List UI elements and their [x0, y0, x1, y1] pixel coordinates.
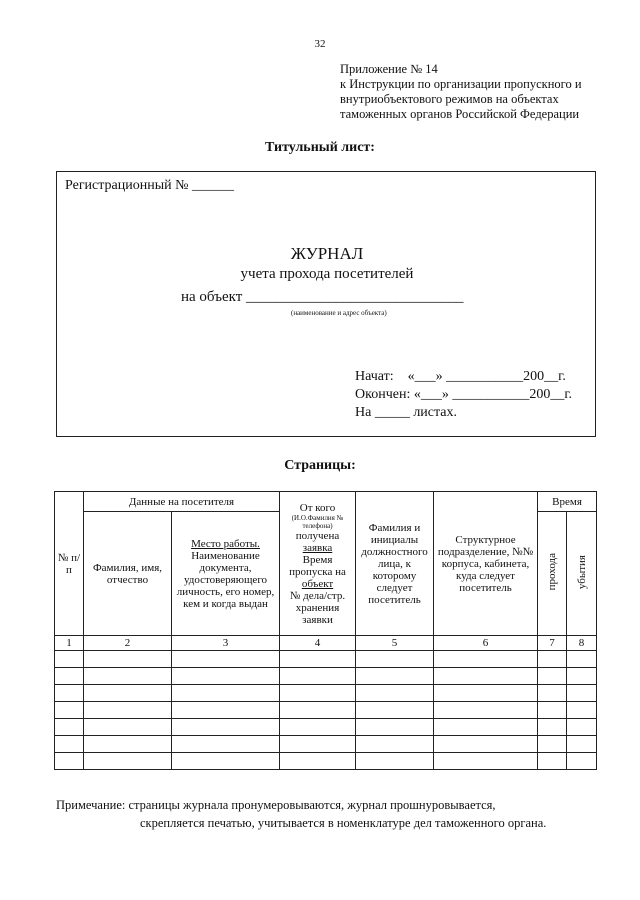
header-row-number: № п/п — [55, 492, 84, 636]
object-line: на объект _____________________________ — [181, 289, 464, 305]
request-from-hint: (И.О.Фамилия № телефона) — [291, 513, 344, 530]
request-object-word: объект — [301, 577, 334, 590]
column-number-7: 7 — [538, 636, 567, 651]
footnote-line-1: Примечание: страницы журнала пронумеровываются, журнал прошнуровывается, — [56, 798, 496, 812]
header-workplace — [172, 512, 280, 636]
workplace-document: Наименование документа, удостоверяющего личность, его номер, кем и когда выдан — [176, 549, 275, 610]
table-row — [55, 753, 597, 770]
appendix-line-2: к Инструкции по организации пропускного и — [340, 77, 582, 91]
header-entry-time: прохода — [538, 512, 567, 636]
header-time-group: Время — [538, 492, 597, 512]
table-row — [55, 719, 597, 736]
appendix-line-4: таможенных органов Российской Федерации — [340, 107, 580, 121]
journal-subtitle: учета прохода посетителей — [240, 266, 414, 282]
request-word: заявка — [302, 541, 333, 554]
appendix-line-3: внутриобъектового режимов на объектах — [340, 92, 559, 106]
request-file: № дела/стр. хранения заявки — [289, 589, 346, 626]
header-department: Структурное подразделение, №№ корпуса, кабинета, куда следует посетитель — [434, 492, 538, 636]
column-number-2: 2 — [84, 636, 172, 651]
journal-dates — [355, 368, 572, 422]
sheets-line: На _____ листах. — [355, 405, 458, 420]
column-number-4: 4 — [280, 636, 356, 651]
header-official: Фамилия и инициалы должностного лица, к которому следует посетитель — [356, 492, 434, 636]
column-number-8: 8 — [567, 636, 597, 651]
header-request-source — [280, 492, 356, 636]
column-number-5: 5 — [356, 636, 434, 651]
appendix-line-1: Приложение № 14 — [340, 62, 438, 76]
title-page-heading: Титульный лист: — [265, 140, 375, 155]
footnote — [56, 796, 616, 832]
table-row — [55, 736, 597, 753]
table-row — [55, 651, 597, 668]
footnote-line-2: скрепляется печатью, учитывается в номенклатуре дел таможенного органа. — [140, 816, 547, 830]
column-number-6: 6 — [434, 636, 538, 651]
header-visitor-group: Данные на посетителя — [84, 492, 280, 512]
visitor-log-table — [54, 491, 597, 770]
table-row — [55, 668, 597, 685]
page-number: 32 — [314, 38, 326, 50]
header-full-name: Фамилия, имя, отчество — [84, 512, 172, 636]
table-row — [55, 702, 597, 719]
registration-number: Регистрационный № ______ — [65, 178, 234, 193]
column-number-3: 3 — [172, 636, 280, 651]
table-row — [55, 685, 597, 702]
request-time: Время пропуска на — [289, 553, 346, 578]
appendix-header — [340, 62, 630, 122]
title-page-box — [56, 171, 596, 437]
object-hint: (наименование и адрес объекта) — [291, 309, 387, 317]
column-number-1: 1 — [55, 636, 84, 651]
finished-line: Окончен: «___» ___________200__г. — [355, 387, 572, 402]
request-received: получена — [295, 529, 340, 542]
pages-heading: Страницы: — [284, 458, 356, 473]
journal-title: ЖУРНАЛ — [290, 244, 364, 263]
workplace-label: Место работы. — [191, 537, 260, 550]
request-from: От кого — [299, 501, 336, 514]
header-exit-time: убытия — [567, 512, 597, 636]
started-line: Начат: «___» ___________200__г. — [355, 369, 566, 384]
